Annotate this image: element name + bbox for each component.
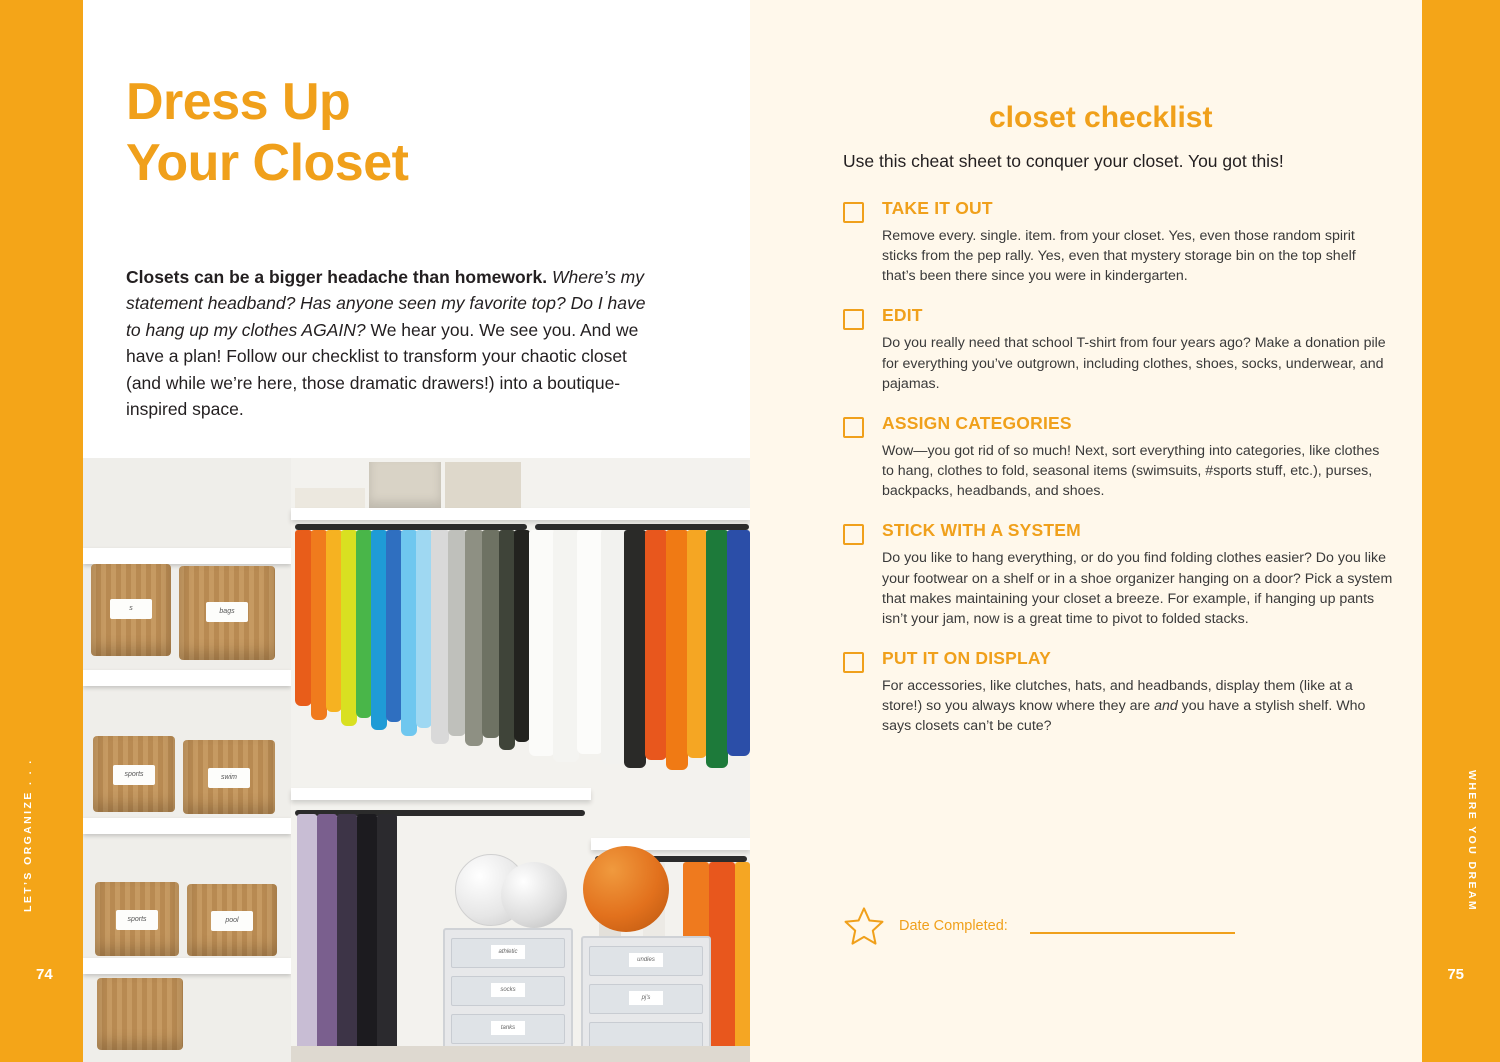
intro-paragraph xyxy=(126,264,656,424)
star-icon xyxy=(843,905,885,947)
checklist-item-title: ASSIGN CATEGORIES xyxy=(882,412,1072,433)
hanging-garment xyxy=(371,530,387,730)
basket-label: sports xyxy=(116,910,158,930)
hanging-garment xyxy=(297,814,317,1062)
hanging-garment xyxy=(706,530,728,768)
checklist-item[interactable] xyxy=(843,198,1393,286)
checklist-item[interactable] xyxy=(843,413,1393,501)
checkbox-icon[interactable] xyxy=(843,309,864,330)
checkbox-icon[interactable] xyxy=(843,417,864,438)
storage-box xyxy=(445,462,521,508)
closet-floor xyxy=(291,1046,750,1062)
hanging-garment xyxy=(356,530,372,718)
hanging-garment xyxy=(529,530,555,756)
hanging-garment xyxy=(386,530,402,722)
hanging-garment xyxy=(341,530,357,726)
drawer-label: pj's xyxy=(629,991,663,1005)
drawer xyxy=(451,976,565,1006)
checklist-items xyxy=(843,198,1393,756)
checklist-item-body: Remove every. single. item. from your closet. Yes, even those random spirit sticks from the pep rally. Yes, even that mystery storage bin on the top shelf that’s been there since you were in kindergarten. xyxy=(882,228,1356,285)
checkbox-icon[interactable] xyxy=(843,652,864,673)
hanging-garment xyxy=(416,530,432,728)
item-body-emphasis: and xyxy=(1154,698,1178,715)
hanging-garment xyxy=(337,814,357,1062)
volleyball xyxy=(501,862,567,928)
middle-shelf xyxy=(291,788,591,800)
basket-label: swim xyxy=(208,768,250,788)
page-number-right: 75 xyxy=(1447,966,1464,983)
hanging-garment xyxy=(431,530,449,744)
hanging-garment xyxy=(448,530,466,736)
storage-basket xyxy=(179,566,275,660)
closet-photo xyxy=(83,458,750,1062)
hanging-garment xyxy=(553,530,579,762)
clear-drawer-unit xyxy=(443,928,573,1062)
date-completed-row xyxy=(843,905,1235,947)
checklist-subhead: Use this cheat sheet to conquer your closet. You got this! xyxy=(843,150,1284,171)
hanging-garment xyxy=(401,530,417,736)
intro-lead: Closets can be a bigger headache than homework. xyxy=(126,266,548,287)
basket-label: pool xyxy=(211,911,253,931)
drawer xyxy=(451,938,565,968)
intro-rest: We hear you. We see you. And we have a plan! Follow our checklist to transform your chaotic closet (and while we’re here, those dramatic drawers!) into a boutique-inspired space. xyxy=(126,319,639,420)
shelf-board xyxy=(83,670,291,686)
hanging-garment xyxy=(709,862,735,1062)
right-running-head: WHERE YOU DREAM xyxy=(1466,770,1478,912)
hanging-garment xyxy=(326,530,342,712)
shelf-board xyxy=(83,548,291,564)
drawer xyxy=(589,984,703,1014)
hanging-garment xyxy=(311,530,327,720)
date-completed-input[interactable] xyxy=(1030,919,1235,934)
storage-box xyxy=(369,462,441,508)
storage-basket xyxy=(91,564,171,656)
page-title xyxy=(126,72,686,195)
storage-basket xyxy=(187,884,277,956)
hanging-garment xyxy=(735,862,750,1062)
hanging-garment xyxy=(295,530,312,706)
hanging-garment xyxy=(666,530,688,770)
hanging-garment xyxy=(577,530,603,754)
checklist-item-body: Do you like to hang everything, or do you find folding clothes easier? Do you like your footwear on a shelf or in a shoe organizer hanging on a door? Pick a system that makes maintaining your closet a breeze. For example, if hanging up pants isn’t your jam, now is a great time to pivot to folded stacks. xyxy=(882,550,1393,627)
storage-basket xyxy=(95,882,179,956)
page-title-line-1: Dress Up xyxy=(126,73,351,131)
basketball xyxy=(583,846,669,932)
drawer xyxy=(451,1014,565,1044)
checkbox-icon[interactable] xyxy=(843,202,864,223)
closet-illustration xyxy=(83,458,750,1062)
shelf-board xyxy=(83,818,291,834)
right-page xyxy=(750,0,1500,1062)
storage-basket xyxy=(93,736,175,812)
checklist-item-title: PUT IT ON DISPLAY xyxy=(882,648,1052,669)
basket-label: s xyxy=(110,599,152,619)
checklist-item-body: Wow—you got rid of so much! Next, sort everything into categories, like clothes to hang, clothes to fold, seasonal items (swimsuits, #sports stuff, etc.), purses, backpacks, headbands, and shoes. xyxy=(882,442,1380,500)
left-running-head: LET’S ORGANIZE . . . xyxy=(22,758,34,912)
shelf-board xyxy=(83,958,291,974)
hanging-garment xyxy=(687,530,707,758)
clear-drawer-unit xyxy=(581,936,711,1062)
hanging-garment xyxy=(465,530,483,746)
date-completed-label: Date Completed: xyxy=(899,918,1008,934)
storage-basket xyxy=(183,740,275,814)
checklist-title: closet checklist xyxy=(989,100,1213,134)
drawer-label: socks xyxy=(491,983,525,997)
drawer-label: athletic xyxy=(491,945,525,959)
checklist-item[interactable] xyxy=(843,648,1393,736)
storage-box xyxy=(295,488,365,510)
storage-basket xyxy=(97,978,183,1050)
hanging-garment xyxy=(499,530,515,750)
hanging-garment xyxy=(482,530,500,738)
checklist-item-body: Do you really need that school T-shirt from four years ago? Make a donation pile for everything you’ve outgrown, including clothes, shoes, socks, underwear, and pajamas. xyxy=(882,335,1386,392)
checklist-item[interactable] xyxy=(843,305,1393,393)
page-title-line-2: Your Closet xyxy=(126,134,409,193)
item-body-pre: For accessories, like clutches, hats, and headbands, display them (like at a store!) so you always know where they are xyxy=(882,678,1353,715)
hanging-garment xyxy=(727,530,750,756)
page-number-left: 74 xyxy=(36,966,53,983)
hanging-garment xyxy=(645,530,667,760)
checklist-item-body xyxy=(882,676,1393,736)
checklist-item-title: STICK WITH A SYSTEM xyxy=(882,520,1081,541)
hanging-garment xyxy=(357,814,377,1062)
hanging-garment xyxy=(377,814,397,1062)
basket-label: sports xyxy=(113,765,155,785)
hanging-garment xyxy=(601,530,625,764)
intro-italic: Where’s my statement headband? Has anyone seen my favorite top? Do I have to hang up my clothes AGAIN? xyxy=(126,266,646,340)
hanging-garment xyxy=(317,814,337,1062)
checklist-item-title: EDIT xyxy=(882,305,923,326)
drawer-label: undies xyxy=(629,953,663,967)
upper-shelf xyxy=(291,508,750,520)
drawer-label: tanks xyxy=(491,1021,525,1035)
hanging-garment xyxy=(514,530,530,742)
drawer xyxy=(589,946,703,976)
checklist-item-title: TAKE IT OUT xyxy=(882,198,993,218)
checklist-item[interactable] xyxy=(843,520,1393,629)
item-body-post: you have a stylish shelf. Who says closets can’t be cute? xyxy=(882,698,1366,735)
basket-label: bags xyxy=(206,602,248,622)
checkbox-icon[interactable] xyxy=(843,524,864,545)
hanging-garment xyxy=(624,530,646,768)
